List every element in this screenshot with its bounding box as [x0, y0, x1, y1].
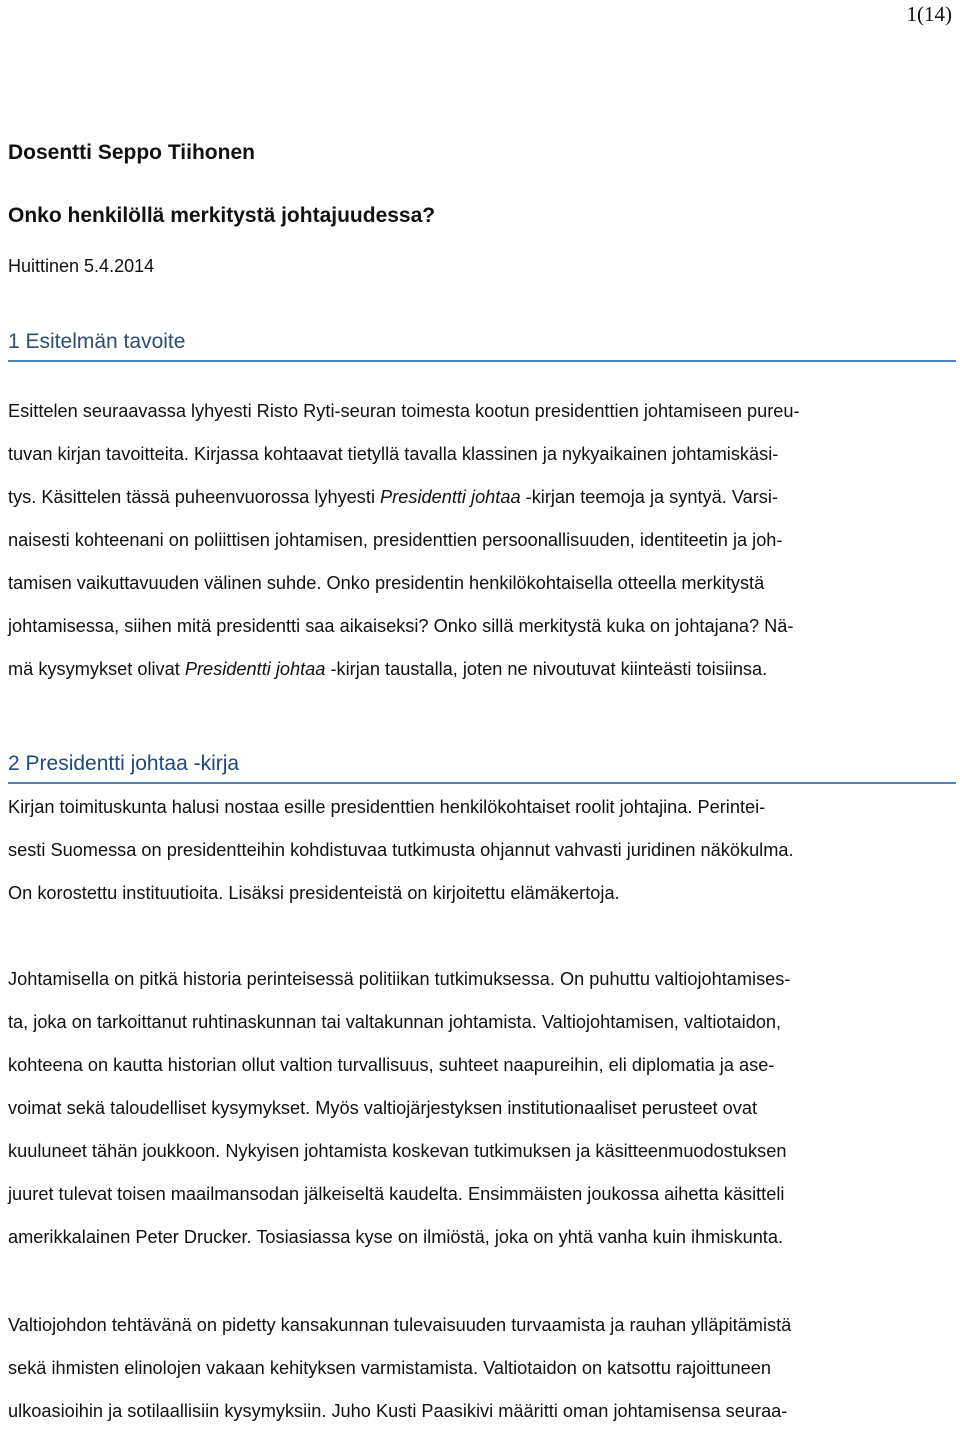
text-line: Johtamisella on pitkä historia perinteisessä politiikan tutkimuksessa. On puhuttu valtiojohtamises-	[8, 969, 791, 989]
text-line: On korostettu instituutioita. Lisäksi presidenteistä on kirjoitettu elämäkertoja.	[8, 883, 620, 903]
page-number: 1(14)	[906, 2, 952, 26]
place-date: Huittinen 5.4.2014	[8, 256, 155, 276]
text-line: tuvan kirjan tavoitteita. Kirjassa kohtaavat tietyllä tavalla klassinen ja nykyaikainen johtamiskäsi-	[8, 444, 779, 464]
text-segment: -kirjan teemoja ja syntyä. Varsi-	[520, 487, 778, 507]
document-title: Onko henkilöllä merkitystä johtajuudessa?	[8, 204, 436, 227]
text-line	[8, 476, 952, 519]
section-2-paragraph-1	[8, 786, 952, 915]
book-title-italic: Presidentti johtaa	[184, 659, 326, 679]
text-line: tamisen vaikuttavuuden välinen suhde. Onko presidentin henkilökohtaisella otteella merkitystä	[8, 573, 765, 593]
text-segment: mä kysymykset olivat	[8, 659, 185, 679]
text-line: ta, joka on tarkoittanut ruhtinaskunnan tai valtakunnan johtamista. Valtiojohtamisen, valtiotaidon,	[8, 1012, 782, 1032]
text-segment: tys. Käsittelen tässä puheenvuorossa lyhyesti	[8, 487, 381, 507]
text-line: amerikkalainen Peter Drucker. Tosiasiassa kyse on ilmiöstä, joka on yhtä vanha kuin ihmiskunta.	[8, 1227, 784, 1247]
text-line: sesti Suomessa on presidentteihin kohdistuvaa tutkimusta ohjannut vahvasti juridinen näkökulma.	[8, 840, 794, 860]
text-line: voimat sekä taloudelliset kysymykset. Myös valtiojärjestyksen institutionaaliset perusteet ovat	[8, 1098, 758, 1118]
section-1-heading: 1 Esitelmän tavoite	[8, 330, 956, 362]
text-line: Kirjan toimituskunta halusi nostaa esille presidenttien henkilökohtaiset roolit johtajina. Perintei-	[8, 797, 766, 817]
text-line: kuuluneet tähän joukkoon. Nykyisen johtamista koskevan tutkimuksen ja käsitteenmuodostuksen	[8, 1141, 787, 1161]
text-line: Esittelen seuraavassa lyhyesti Risto Ryti-seuran toimesta kootun presidenttien johtamiseen pureu-	[8, 401, 800, 421]
author-name: Dosentti Seppo Tiihonen	[8, 141, 255, 164]
book-title-italic: Presidentti johtaa	[380, 487, 521, 507]
text-line: Valtiojohdon tehtävänä on pidetty kansakunnan tulevaisuuden turvaamista ja rauhan ylläpitämistä	[8, 1315, 792, 1335]
section-2-paragraph-2	[8, 958, 952, 1259]
text-line	[8, 648, 952, 691]
text-line: juuret tulevat toisen maailmansodan jälkeiseltä kaudelta. Ensimmäisten joukossa aihetta käsitteli	[8, 1184, 785, 1204]
text-line: sekä ihmisten elinolojen vakaan kehityksen varmistamista. Valtiotaidon on katsottu rajoittuneen	[8, 1358, 771, 1378]
section-2-paragraph-3	[8, 1304, 952, 1433]
text-segment: -kirjan taustalla, joten ne nivoutuvat kiinteästi toisiinsa.	[325, 659, 768, 679]
text-line: ulkoasioihin ja sotilaallisiin kysymyksiin. Juho Kusti Paasikivi määritti oman johtamisensa seuraa-	[8, 1401, 788, 1421]
section-1-paragraph	[8, 390, 952, 691]
text-line: kohteena on kautta historian ollut valtion turvallisuus, suhteet naapureihin, eli diplomatia ja ase-	[8, 1055, 775, 1075]
text-line: johtamisessa, siihen mitä presidentti saa aikaiseksi? Onko sillä merkitystä kuka on johtajana? Nä-	[8, 616, 794, 636]
section-2-heading: 2 Presidentti johtaa -kirja	[8, 752, 956, 784]
text-line: naisesti kohteenani on poliittisen johtamisen, presidenttien persoonallisuuden, identiteetin ja joh-	[8, 530, 783, 550]
